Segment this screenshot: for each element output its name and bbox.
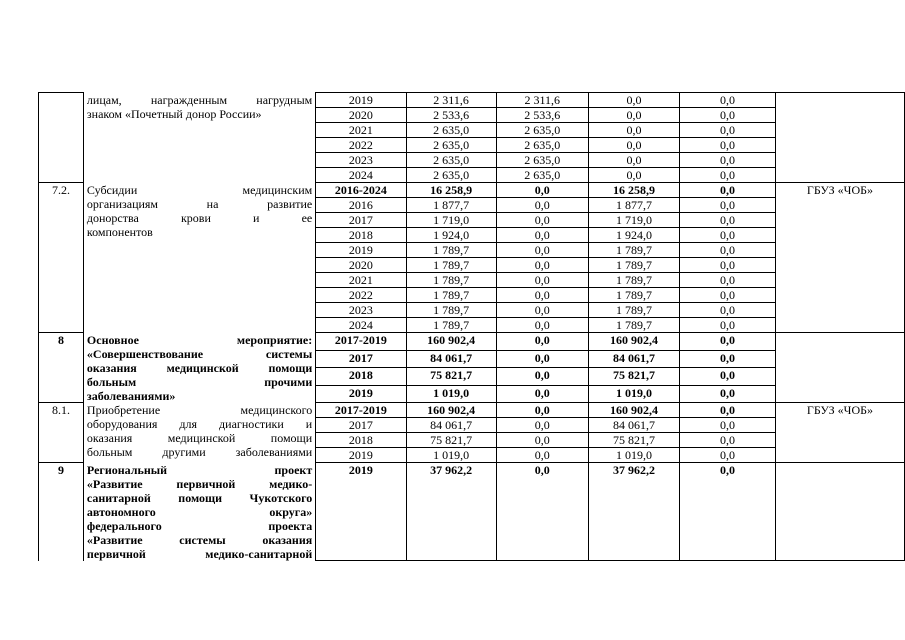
other-sources-cell: 0,0 bbox=[679, 288, 775, 303]
district-budget-cell: 1 019,0 bbox=[588, 448, 679, 463]
federal-budget-cell: 2 533,6 bbox=[496, 108, 588, 123]
other-sources-cell: 0,0 bbox=[679, 93, 775, 108]
other-sources-cell: 0,0 bbox=[679, 153, 775, 168]
responsible-executor bbox=[775, 333, 904, 403]
description-line: заболеваниями» bbox=[86, 388, 176, 403]
other-sources-cell: 0,0 bbox=[679, 168, 775, 183]
description-line: «Совершенствование системы bbox=[86, 346, 313, 361]
description-line: больным прочими bbox=[86, 374, 313, 389]
year-cell: 2022 bbox=[316, 138, 406, 153]
description-line: автономного округа» bbox=[86, 504, 313, 519]
year-cell: 2016 bbox=[316, 198, 406, 213]
responsible-executor bbox=[775, 463, 904, 561]
total-amount-cell: 1 789,7 bbox=[406, 258, 496, 273]
total-amount-cell: 37 962,2 bbox=[406, 463, 496, 561]
federal-budget-cell: 0,0 bbox=[496, 303, 588, 318]
other-sources-cell: 0,0 bbox=[679, 350, 775, 368]
year-cell: 2021 bbox=[316, 273, 406, 288]
federal-budget-cell: 0,0 bbox=[496, 318, 588, 333]
row-number bbox=[39, 93, 84, 183]
district-budget-cell: 1 789,7 bbox=[588, 243, 679, 258]
total-amount-cell: 2 635,0 bbox=[406, 153, 496, 168]
district-budget-cell: 75 821,7 bbox=[588, 433, 679, 448]
row-number: 8 bbox=[39, 333, 84, 403]
federal-budget-cell: 0,0 bbox=[496, 385, 588, 403]
total-amount-cell: 1 789,7 bbox=[406, 303, 496, 318]
district-budget-cell: 1 789,7 bbox=[588, 273, 679, 288]
activity-description bbox=[83, 463, 315, 561]
federal-budget-cell: 0,0 bbox=[496, 258, 588, 273]
district-budget-cell: 1 789,7 bbox=[588, 318, 679, 333]
year-cell: 2023 bbox=[316, 153, 406, 168]
table-row bbox=[39, 333, 905, 351]
district-budget-cell: 0,0 bbox=[588, 123, 679, 138]
federal-budget-cell: 2 635,0 bbox=[496, 168, 588, 183]
other-sources-cell: 0,0 bbox=[679, 108, 775, 123]
district-budget-cell: 84 061,7 bbox=[588, 350, 679, 368]
total-amount-cell: 1 924,0 bbox=[406, 228, 496, 243]
table-body bbox=[39, 93, 905, 561]
total-amount-cell: 1 789,7 bbox=[406, 243, 496, 258]
description-line: организациям на развитие bbox=[86, 196, 313, 211]
district-budget-cell: 160 902,4 bbox=[588, 333, 679, 351]
table-row bbox=[39, 403, 905, 418]
district-budget-cell: 0,0 bbox=[588, 93, 679, 108]
district-budget-cell: 1 877,7 bbox=[588, 198, 679, 213]
year-cell: 2018 bbox=[316, 433, 406, 448]
total-amount-cell: 2 311,6 bbox=[406, 93, 496, 108]
federal-budget-cell: 0,0 bbox=[496, 463, 588, 561]
description-line: Региональный проект bbox=[86, 462, 313, 477]
description-line: знаком «Почетный донор России» bbox=[86, 106, 262, 121]
federal-budget-cell: 0,0 bbox=[496, 403, 588, 418]
total-amount-cell: 1 877,7 bbox=[406, 198, 496, 213]
activity-description bbox=[83, 403, 315, 463]
year-cell: 2018 bbox=[316, 368, 406, 386]
federal-budget-cell: 0,0 bbox=[496, 288, 588, 303]
federal-budget-cell: 0,0 bbox=[496, 333, 588, 351]
other-sources-cell: 0,0 bbox=[679, 273, 775, 288]
description-line: больным другими заболеваниями bbox=[86, 444, 313, 459]
federal-budget-cell: 0,0 bbox=[496, 368, 588, 386]
district-budget-cell: 0,0 bbox=[588, 138, 679, 153]
year-cell: 2021 bbox=[316, 123, 406, 138]
year-cell: 2016-2024 bbox=[316, 183, 406, 198]
district-budget-cell: 0,0 bbox=[588, 168, 679, 183]
other-sources-cell: 0,0 bbox=[679, 463, 775, 561]
district-budget-cell: 1 789,7 bbox=[588, 258, 679, 273]
year-cell: 2019 bbox=[316, 243, 406, 258]
district-budget-cell: 0,0 bbox=[588, 108, 679, 123]
other-sources-cell: 0,0 bbox=[679, 138, 775, 153]
total-amount-cell: 2 635,0 bbox=[406, 123, 496, 138]
total-amount-cell: 1 789,7 bbox=[406, 318, 496, 333]
district-budget-cell: 84 061,7 bbox=[588, 418, 679, 433]
federal-budget-cell: 0,0 bbox=[496, 198, 588, 213]
table-row bbox=[39, 93, 905, 108]
federal-budget-cell: 2 635,0 bbox=[496, 123, 588, 138]
year-cell: 2017-2019 bbox=[316, 333, 406, 351]
federal-budget-cell: 0,0 bbox=[496, 213, 588, 228]
other-sources-cell: 0,0 bbox=[679, 183, 775, 198]
district-budget-cell: 0,0 bbox=[588, 153, 679, 168]
total-amount-cell: 84 061,7 bbox=[406, 418, 496, 433]
year-cell: 2019 bbox=[316, 463, 406, 561]
district-budget-cell: 16 258,9 bbox=[588, 183, 679, 198]
year-cell: 2024 bbox=[316, 318, 406, 333]
other-sources-cell: 0,0 bbox=[679, 433, 775, 448]
year-cell: 2019 bbox=[316, 385, 406, 403]
total-amount-cell: 2 635,0 bbox=[406, 168, 496, 183]
federal-budget-cell: 2 635,0 bbox=[496, 153, 588, 168]
description-line: Приобретение медицинского bbox=[86, 402, 313, 417]
other-sources-cell: 0,0 bbox=[679, 333, 775, 351]
year-cell: 2017-2019 bbox=[316, 403, 406, 418]
description-line: Основное мероприятие: bbox=[86, 332, 313, 347]
year-cell: 2019 bbox=[316, 93, 406, 108]
total-amount-cell: 1 019,0 bbox=[406, 448, 496, 463]
activity-description bbox=[83, 93, 315, 183]
description-line: санитарной помощи Чукотского bbox=[86, 490, 313, 505]
other-sources-cell: 0,0 bbox=[679, 213, 775, 228]
year-cell: 2019 bbox=[316, 448, 406, 463]
year-cell: 2018 bbox=[316, 228, 406, 243]
description-line: компонентов bbox=[86, 224, 153, 239]
district-budget-cell: 75 821,7 bbox=[588, 368, 679, 386]
total-amount-cell: 75 821,7 bbox=[406, 368, 496, 386]
year-cell: 2020 bbox=[316, 108, 406, 123]
other-sources-cell: 0,0 bbox=[679, 403, 775, 418]
other-sources-cell: 0,0 bbox=[679, 418, 775, 433]
description-line: оказания медицинской помощи bbox=[86, 360, 313, 375]
district-budget-cell: 1 789,7 bbox=[588, 303, 679, 318]
other-sources-cell: 0,0 bbox=[679, 228, 775, 243]
table-row bbox=[39, 183, 905, 198]
responsible-executor bbox=[775, 93, 904, 183]
other-sources-cell: 0,0 bbox=[679, 303, 775, 318]
activity-description bbox=[83, 183, 315, 333]
district-budget-cell: 1 019,0 bbox=[588, 385, 679, 403]
description-line: федерального проекта bbox=[86, 518, 313, 533]
federal-budget-cell: 0,0 bbox=[496, 433, 588, 448]
year-cell: 2023 bbox=[316, 303, 406, 318]
other-sources-cell: 0,0 bbox=[679, 385, 775, 403]
other-sources-cell: 0,0 bbox=[679, 243, 775, 258]
other-sources-cell: 0,0 bbox=[679, 123, 775, 138]
total-amount-cell: 160 902,4 bbox=[406, 333, 496, 351]
district-budget-cell: 1 789,7 bbox=[588, 288, 679, 303]
responsible-executor: ГБУЗ «ЧОБ» bbox=[775, 403, 904, 463]
total-amount-cell: 2 533,6 bbox=[406, 108, 496, 123]
year-cell: 2017 bbox=[316, 213, 406, 228]
table-row bbox=[39, 463, 905, 561]
description-line: лицам, награжденным нагрудным bbox=[86, 92, 313, 107]
description-line: донорства крови и ее bbox=[86, 210, 313, 225]
district-budget-cell: 37 962,2 bbox=[588, 463, 679, 561]
total-amount-cell: 1 789,7 bbox=[406, 273, 496, 288]
year-cell: 2022 bbox=[316, 288, 406, 303]
district-budget-cell: 160 902,4 bbox=[588, 403, 679, 418]
year-cell: 2020 bbox=[316, 258, 406, 273]
description-line: первичной медико-санитарной bbox=[86, 546, 313, 561]
total-amount-cell: 16 258,9 bbox=[406, 183, 496, 198]
total-amount-cell: 1 789,7 bbox=[406, 288, 496, 303]
federal-budget-cell: 0,0 bbox=[496, 273, 588, 288]
other-sources-cell: 0,0 bbox=[679, 198, 775, 213]
year-cell: 2017 bbox=[316, 418, 406, 433]
year-cell: 2017 bbox=[316, 350, 406, 368]
federal-budget-cell: 2 311,6 bbox=[496, 93, 588, 108]
federal-budget-cell: 2 635,0 bbox=[496, 138, 588, 153]
row-number: 8.1. bbox=[39, 403, 84, 463]
total-amount-cell: 160 902,4 bbox=[406, 403, 496, 418]
row-number: 9 bbox=[39, 463, 84, 561]
federal-budget-cell: 0,0 bbox=[496, 183, 588, 198]
district-budget-cell: 1 924,0 bbox=[588, 228, 679, 243]
description-line: оказания медицинской помощи bbox=[86, 430, 313, 445]
federal-budget-cell: 0,0 bbox=[496, 418, 588, 433]
description-line: Субсидии медицинским bbox=[86, 182, 313, 197]
responsible-executor: ГБУЗ «ЧОБ» bbox=[775, 183, 904, 333]
total-amount-cell: 1 019,0 bbox=[406, 385, 496, 403]
total-amount-cell: 2 635,0 bbox=[406, 138, 496, 153]
total-amount-cell: 75 821,7 bbox=[406, 433, 496, 448]
district-budget-cell: 1 719,0 bbox=[588, 213, 679, 228]
total-amount-cell: 84 061,7 bbox=[406, 350, 496, 368]
description-line: «Развитие первичной медико- bbox=[86, 476, 313, 491]
row-number: 7.2. bbox=[39, 183, 84, 333]
program-funding-table bbox=[38, 92, 905, 561]
description-line: «Развитие системы оказания bbox=[86, 532, 313, 547]
total-amount-cell: 1 719,0 bbox=[406, 213, 496, 228]
description-line: оборудования для диагностики и bbox=[86, 416, 313, 431]
federal-budget-cell: 0,0 bbox=[496, 448, 588, 463]
federal-budget-cell: 0,0 bbox=[496, 350, 588, 368]
other-sources-cell: 0,0 bbox=[679, 258, 775, 273]
other-sources-cell: 0,0 bbox=[679, 448, 775, 463]
federal-budget-cell: 0,0 bbox=[496, 228, 588, 243]
year-cell: 2024 bbox=[316, 168, 406, 183]
other-sources-cell: 0,0 bbox=[679, 368, 775, 386]
other-sources-cell: 0,0 bbox=[679, 318, 775, 333]
federal-budget-cell: 0,0 bbox=[496, 243, 588, 258]
activity-description bbox=[83, 333, 315, 403]
